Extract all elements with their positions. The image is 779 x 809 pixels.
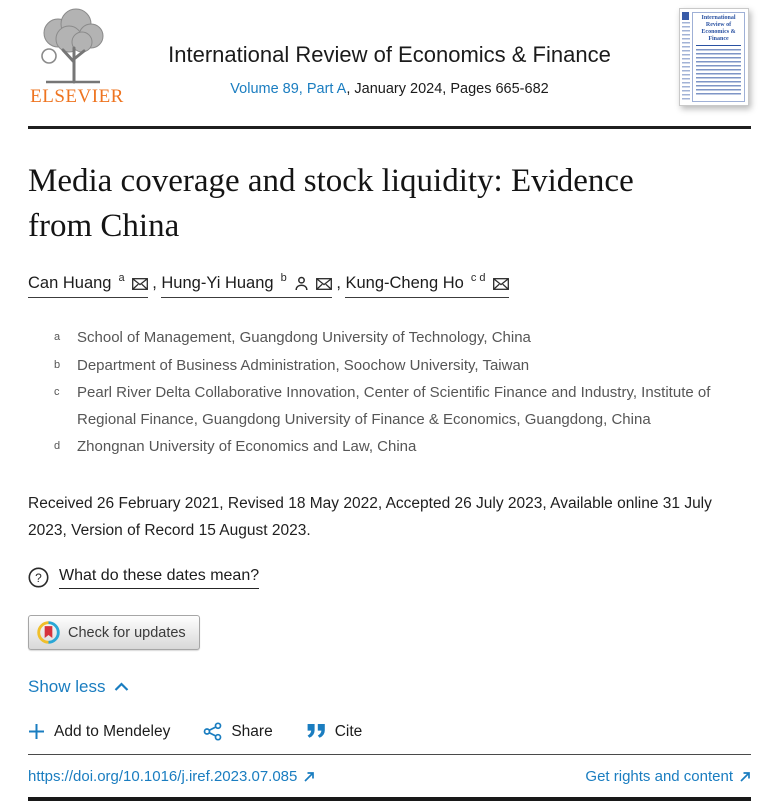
envelope-icon: [493, 278, 509, 290]
affil-text: Department of Business Administration, Soochow University, Taiwan: [77, 356, 530, 374]
add-to-mendeley-label: Add to Mendeley: [54, 722, 171, 740]
affil-text: Pearl River Delta Collaborative Innovation, Center of Scientific Finance and Industry, Institute of Regional Finance, Guangdong University of Finance & Economics, Guangdong, China: [77, 384, 711, 428]
author-list: [28, 271, 751, 298]
article-actions: [28, 722, 751, 741]
quote-cite-icon: [306, 724, 326, 740]
dates-help-link[interactable]: [28, 567, 259, 589]
journal-header: [0, 0, 779, 126]
check-for-updates-button[interactable]: [28, 615, 200, 650]
affiliation-c: [54, 380, 751, 433]
check-for-updates-label: Check for updates: [68, 624, 186, 641]
author-kung-cheng-ho[interactable]: Kung-Cheng Ho $^{c d}$: [345, 274, 508, 298]
volume-link[interactable]: Volume 89, Part A: [230, 81, 347, 97]
plus-icon: [28, 723, 45, 740]
show-less-toggle[interactable]: [28, 677, 129, 697]
journal-title[interactable]: International Review of Economics & Finance: [168, 42, 611, 67]
add-to-mendeley-button[interactable]: [28, 723, 170, 741]
cover-publisher-mark: [682, 12, 689, 20]
chevron-up-icon: [114, 682, 129, 692]
article-main: [0, 159, 779, 801]
affil-sup: a: [54, 331, 61, 344]
show-less-label: Show less: [28, 677, 106, 697]
doi-bar: [28, 755, 751, 797]
elsevier-logo[interactable]: [28, 6, 126, 108]
cover-spine-text: [682, 22, 690, 102]
article-dates: Received 26 February 2021, Revised 18 May 2022, Accepted 26 July 2023, Available online 31 July 2023, Version of Record 15 August 2023.: [28, 494, 712, 539]
author-name: Kung-Cheng Ho: [345, 274, 464, 293]
person-icon: [294, 276, 309, 291]
issue-date-pages: , January 2024, Pages 665-682: [346, 81, 549, 97]
cover-toc-lines: [696, 49, 741, 97]
envelope-icon: [132, 278, 148, 290]
author-can-huang[interactable]: Can Huang $^a$: [28, 274, 148, 298]
journal-issue-line: [130, 81, 649, 97]
rights-and-content-link[interactable]: [585, 768, 751, 785]
affiliation-list: [28, 325, 751, 461]
rights-label: Get rights and content: [585, 768, 733, 786]
affiliation-d: [54, 434, 751, 461]
cover-spine: [682, 12, 690, 102]
external-link-icon: [739, 771, 751, 783]
affiliation-a: [54, 325, 751, 352]
affil-sup: b: [54, 358, 61, 371]
doi-link[interactable]: [28, 768, 315, 785]
affil-sup: d: [54, 440, 61, 453]
journal-cover-thumbnail[interactable]: [679, 8, 749, 106]
cite-button[interactable]: [306, 723, 363, 741]
affil-text: School of Management, Guangdong University of Technology, China: [77, 329, 531, 347]
share-icon: [203, 722, 222, 741]
envelope-icon: [316, 278, 332, 290]
dates-help-text: What do these dates mean?: [59, 567, 259, 589]
bottom-divider: [28, 797, 751, 801]
question-circle-icon: [28, 567, 49, 588]
author-hung-yi-huang[interactable]: Hung-Yi Huang $^b$: [161, 274, 331, 298]
author-name: Hung-Yi Huang: [161, 274, 274, 293]
journal-titleblock: [130, 42, 649, 97]
author-name: Can Huang: [28, 274, 112, 293]
affil-sup: c: [54, 386, 60, 399]
svg-text:?: ?: [35, 571, 42, 586]
affil-text: Zhongnan University of Economics and Law, China: [77, 438, 417, 456]
cover-face: [692, 12, 745, 102]
crossmark-icon: [37, 621, 60, 644]
header-divider: [28, 126, 751, 129]
elsevier-wordmark: ELSEVIER: [30, 86, 124, 107]
article-title: Media coverage and stock liquidity: Evidence from China: [28, 163, 634, 245]
share-button[interactable]: [203, 722, 272, 741]
cite-label: Cite: [334, 722, 363, 740]
affiliation-b: [54, 353, 751, 380]
cover-divider: [696, 45, 741, 46]
doi-url: https://doi.org/10.1016/j.iref.2023.07.085: [28, 768, 298, 786]
share-label: Share: [231, 722, 273, 740]
elsevier-tree-icon: [28, 6, 126, 88]
external-link-icon: [303, 771, 315, 783]
cover-journal-title: International Review of Economics & Finance: [701, 15, 736, 42]
